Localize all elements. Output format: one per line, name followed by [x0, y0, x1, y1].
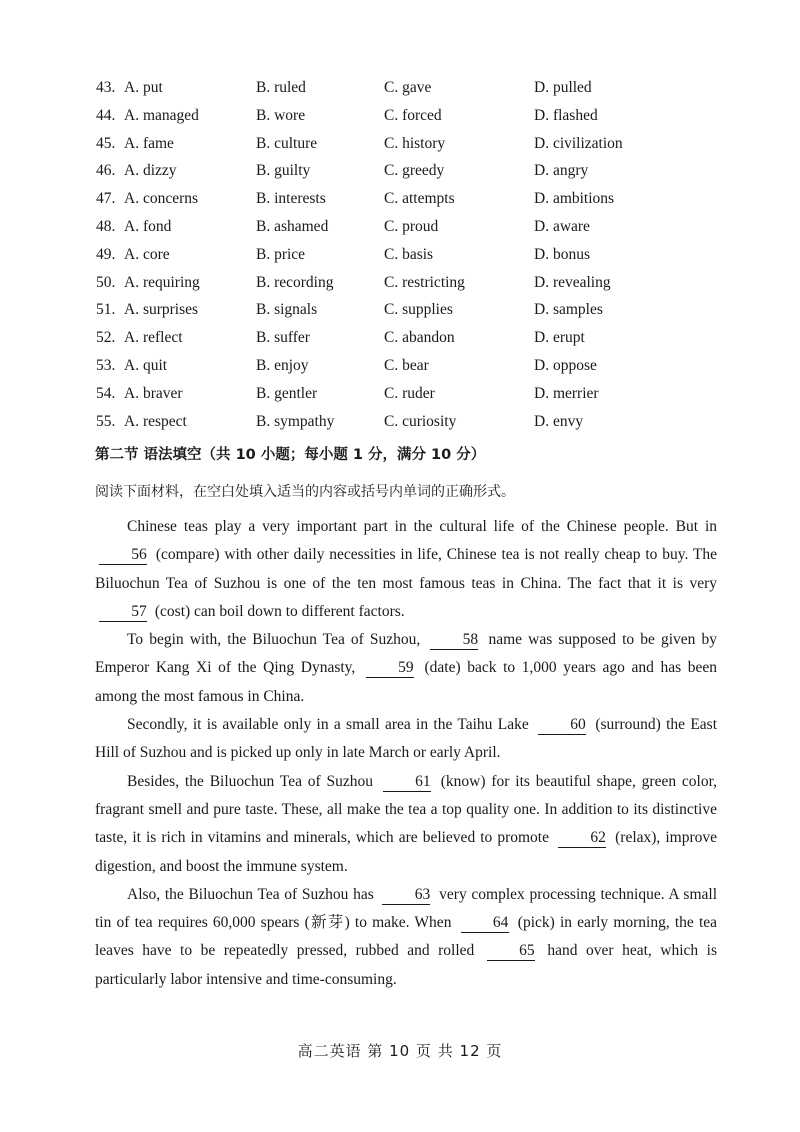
paragraph-4 — [95, 768, 717, 881]
option-row — [96, 76, 756, 104]
option-a: A. quit — [124, 356, 168, 374]
passage-text: very complex processing technique. A small tin of tea requires 60,000 spears (新芽) to make. When — [95, 885, 718, 932]
question-number: 44. — [96, 106, 116, 124]
option-b: B. wore — [256, 106, 306, 124]
option-c: C. restricting — [384, 273, 465, 291]
option-c: C. ruder — [384, 384, 435, 402]
blank-63: 63 — [382, 886, 430, 905]
option-b: B. sympathy — [256, 412, 335, 430]
option-row — [96, 159, 756, 187]
option-c: C. supplies — [384, 301, 453, 319]
option-row — [96, 382, 756, 410]
option-b: B. culture — [256, 134, 318, 152]
passage-text: (date) back to 1,000 years ago and has been among the most famous in China. — [95, 659, 718, 705]
option-c: C. bear — [384, 356, 429, 374]
option-row — [96, 354, 756, 382]
option-d: D. erupt — [534, 329, 585, 347]
option-a: A. concerns — [124, 190, 199, 208]
passage-text: hand over heat, which is particularly labor intensive and time-consuming. — [95, 942, 718, 988]
option-d: D. oppose — [534, 356, 597, 374]
option-c: C. history — [384, 134, 446, 152]
question-number: 53. — [96, 356, 116, 374]
passage-text: (relax), improve digestion, and boost the immune system. — [95, 829, 718, 875]
options-table — [96, 76, 756, 437]
blank-59: 59 — [366, 659, 414, 678]
passage-text: (know) for its beautiful shape, green color, fragrant smell and pure taste. These, all make the tea a top quality one. In addition to its distinctive taste, it is rich in vitamins and minerals, which are believed to promote — [95, 772, 718, 847]
option-row — [96, 271, 756, 299]
passage-text: (cost) can boil down to different factors. — [154, 602, 405, 620]
option-c: C. proud — [384, 217, 439, 235]
option-d: D. flashed — [534, 106, 598, 124]
option-d: D. angry — [534, 162, 589, 180]
question-number: 52. — [96, 329, 116, 347]
question-number: 54. — [96, 384, 116, 402]
page-footer: 高二英语 第 10 页 共 12 页 — [297, 1042, 503, 1060]
option-c: C. gave — [384, 79, 432, 96]
option-a: A. requiring — [124, 273, 200, 291]
question-number: 48. — [96, 217, 116, 235]
section-title: 第二节 语法填空（共 10 小题；每小题 1 分，满分 10 分） — [95, 447, 486, 463]
question-number: 45. — [96, 134, 116, 152]
option-a: A. fond — [124, 217, 172, 235]
option-a: A. put — [124, 79, 163, 96]
option-b: B. signals — [256, 301, 318, 319]
option-row — [96, 132, 756, 160]
option-a: A. braver — [124, 384, 183, 402]
question-number: 50. — [96, 273, 116, 291]
passage-text: name was supposed to be given by Emperor Kang Xi of the Qing Dynasty, — [95, 631, 718, 677]
paragraph-5 — [95, 881, 717, 994]
blank-57: 57 — [99, 603, 147, 622]
option-d: D. pulled — [534, 79, 592, 96]
paragraph-3 — [95, 711, 717, 768]
option-row — [96, 215, 756, 243]
question-number: 49. — [96, 245, 116, 263]
option-d: D. samples — [534, 301, 603, 319]
option-d: D. ambitions — [534, 190, 615, 208]
passage — [95, 513, 717, 994]
blank-61: 61 — [383, 773, 431, 792]
blank-65: 65 — [487, 942, 535, 961]
option-a: A. managed — [124, 106, 199, 124]
blank-56: 56 — [99, 546, 147, 565]
passage-text: Also, the Biluochun Tea of Suzhou has — [127, 885, 374, 903]
passage-text: Secondly, it is available only in a small area in the Taihu Lake — [127, 716, 529, 734]
option-d: D. aware — [534, 217, 590, 235]
question-number: 43. — [96, 79, 116, 96]
option-b: B. ruled — [256, 79, 306, 96]
option-row — [96, 187, 756, 215]
question-number: 47. — [96, 190, 116, 208]
option-row — [96, 326, 756, 354]
option-d: D. bonus — [534, 245, 590, 263]
option-a: A. dizzy — [124, 162, 177, 180]
paragraph-1 — [95, 513, 717, 626]
option-d: D. envy — [534, 412, 584, 430]
option-c: C. attempts — [384, 190, 455, 208]
option-c: C. greedy — [384, 162, 445, 180]
question-number: 46. — [96, 162, 116, 180]
option-c: C. abandon — [384, 329, 455, 347]
option-d: D. merrier — [534, 384, 599, 402]
option-c: C. curiosity — [384, 412, 457, 430]
passage-text: Besides, the Biluochun Tea of Suzhou — [127, 772, 374, 790]
question-number: 55. — [96, 412, 116, 430]
blank-62: 62 — [558, 829, 606, 848]
option-b: B. suffer — [256, 329, 310, 347]
option-row — [96, 243, 756, 271]
passage-text: Chinese teas play a very important part in the cultural life of the Chinese people. But in — [127, 518, 717, 535]
option-row — [96, 410, 756, 438]
option-c: C. forced — [384, 106, 442, 124]
option-row — [96, 298, 756, 326]
option-b: B. price — [256, 245, 306, 263]
passage-text: To begin with, the Biluochun Tea of Suzhou, — [127, 631, 421, 649]
passage-text: (compare) with other daily necessities in life, Chinese tea is not really cheap to buy. The Biluochun Tea of Suzhou is one of the ten most famous teas in China. The fact that it is very — [95, 546, 717, 592]
option-a: A. reflect — [124, 329, 183, 347]
option-b: B. recording — [256, 273, 334, 291]
option-b: B. enjoy — [256, 356, 309, 374]
option-a: A. surprises — [124, 301, 199, 319]
option-a: A. respect — [124, 412, 187, 430]
option-row — [96, 104, 756, 132]
blank-60: 60 — [538, 716, 586, 735]
option-b: B. ashamed — [256, 217, 329, 235]
section-instruction: 阅读下面材料，在空白处填入适当的内容或括号内单词的正确形式。 — [95, 484, 515, 500]
option-d: D. civilization — [534, 134, 623, 152]
blank-64: 64 — [461, 914, 509, 933]
option-a: A. core — [124, 245, 170, 263]
option-b: B. interests — [256, 190, 326, 208]
passage-text: (pick) in early morning, the tea leaves have to be repeatedly pressed, rubbed and rolled — [95, 914, 718, 960]
blank-58: 58 — [430, 631, 478, 650]
option-d: D. revealing — [534, 273, 611, 291]
option-c: C. basis — [384, 245, 434, 263]
option-b: B. guilty — [256, 162, 311, 180]
question-number: 51. — [96, 301, 116, 319]
passage-text: (surround) the East Hill of Suzhou and is picked up only in late March or early April. — [95, 716, 717, 762]
option-b: B. gentler — [256, 384, 318, 402]
option-a: A. fame — [124, 134, 174, 152]
paragraph-2 — [95, 626, 717, 711]
